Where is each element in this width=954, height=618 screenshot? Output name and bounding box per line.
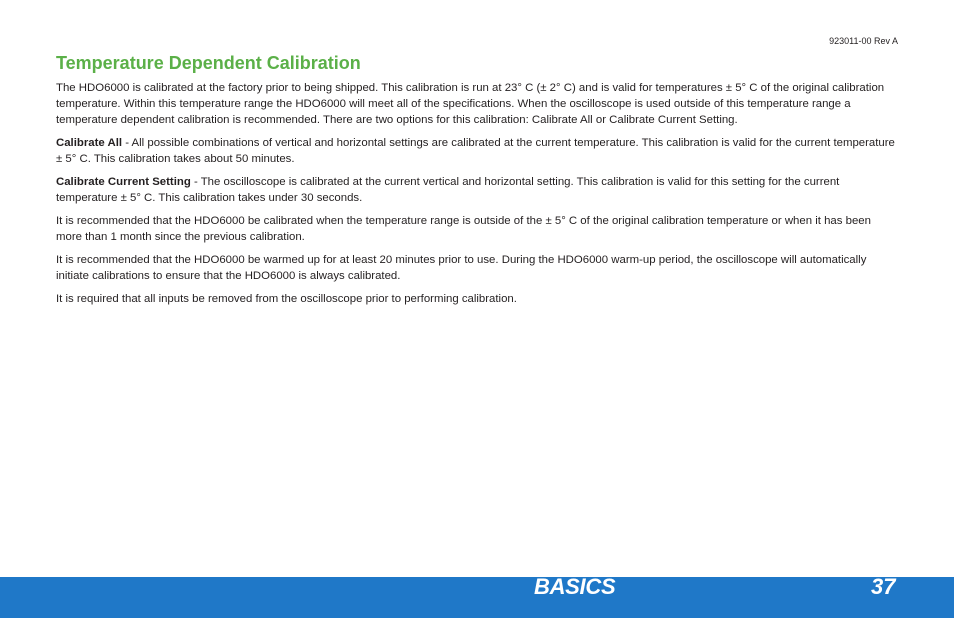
footer-bar: [0, 574, 954, 618]
section-title: Temperature Dependent Calibration: [56, 53, 361, 73]
calibrate-current-paragraph: [56, 174, 898, 206]
footer-section-name: BASICS: [534, 574, 616, 599]
calibrate-all-description: - All possible combinations of vertical and horizontal settings are calibrated at the current temperature. This calibration is valid for the current temperature ± 5° C. This calibration takes about 50 minutes.: [56, 137, 895, 165]
calibrate-all-paragraph: [56, 135, 898, 167]
body-content: [56, 80, 898, 314]
inputs-paragraph: It is required that all inputs be removed from the oscilloscope prior to performing calibration.: [56, 293, 517, 305]
page-number: 37: [871, 574, 896, 599]
calibrate-all-term: Calibrate All: [56, 137, 123, 149]
document-id: 923011-00 Rev A: [829, 36, 898, 46]
warmup-paragraph: It is recommended that the HDO6000 be warmed up for at least 20 minutes prior to use. During the HDO6000 warm-up period, the oscilloscope will automatically initiate calibrations to ensure that the HDO6000 is always calibrated.: [56, 254, 867, 282]
intro-paragraph: The HDO6000 is calibrated at the factory prior to being shipped. This calibration is run at 23° C (± 2° C) and is valid for temperatures ± 5° C of the original calibration temperature. Within this temperature range the HDO6000 will meet all of the specifications. When the oscilloscope is used outside of this temperature range a temperature dependent calibration is recommended. There are two options for this calibration: Calibrate All or Calibrate Current Setting.: [56, 82, 885, 126]
recommend-paragraph: It is recommended that the HDO6000 be calibrated when the temperature range is outside of the ± 5° C of the original calibration temperature or when it has been more than 1 month since the previous calibration.: [56, 215, 871, 243]
calibrate-current-description: - The oscilloscope is calibrated at the current vertical and horizontal setting. This calibration is valid for this setting for the current temperature ± 5° C. This calibration takes under 30 seconds.: [56, 176, 840, 204]
calibrate-current-term: Calibrate Current Setting: [56, 176, 191, 188]
